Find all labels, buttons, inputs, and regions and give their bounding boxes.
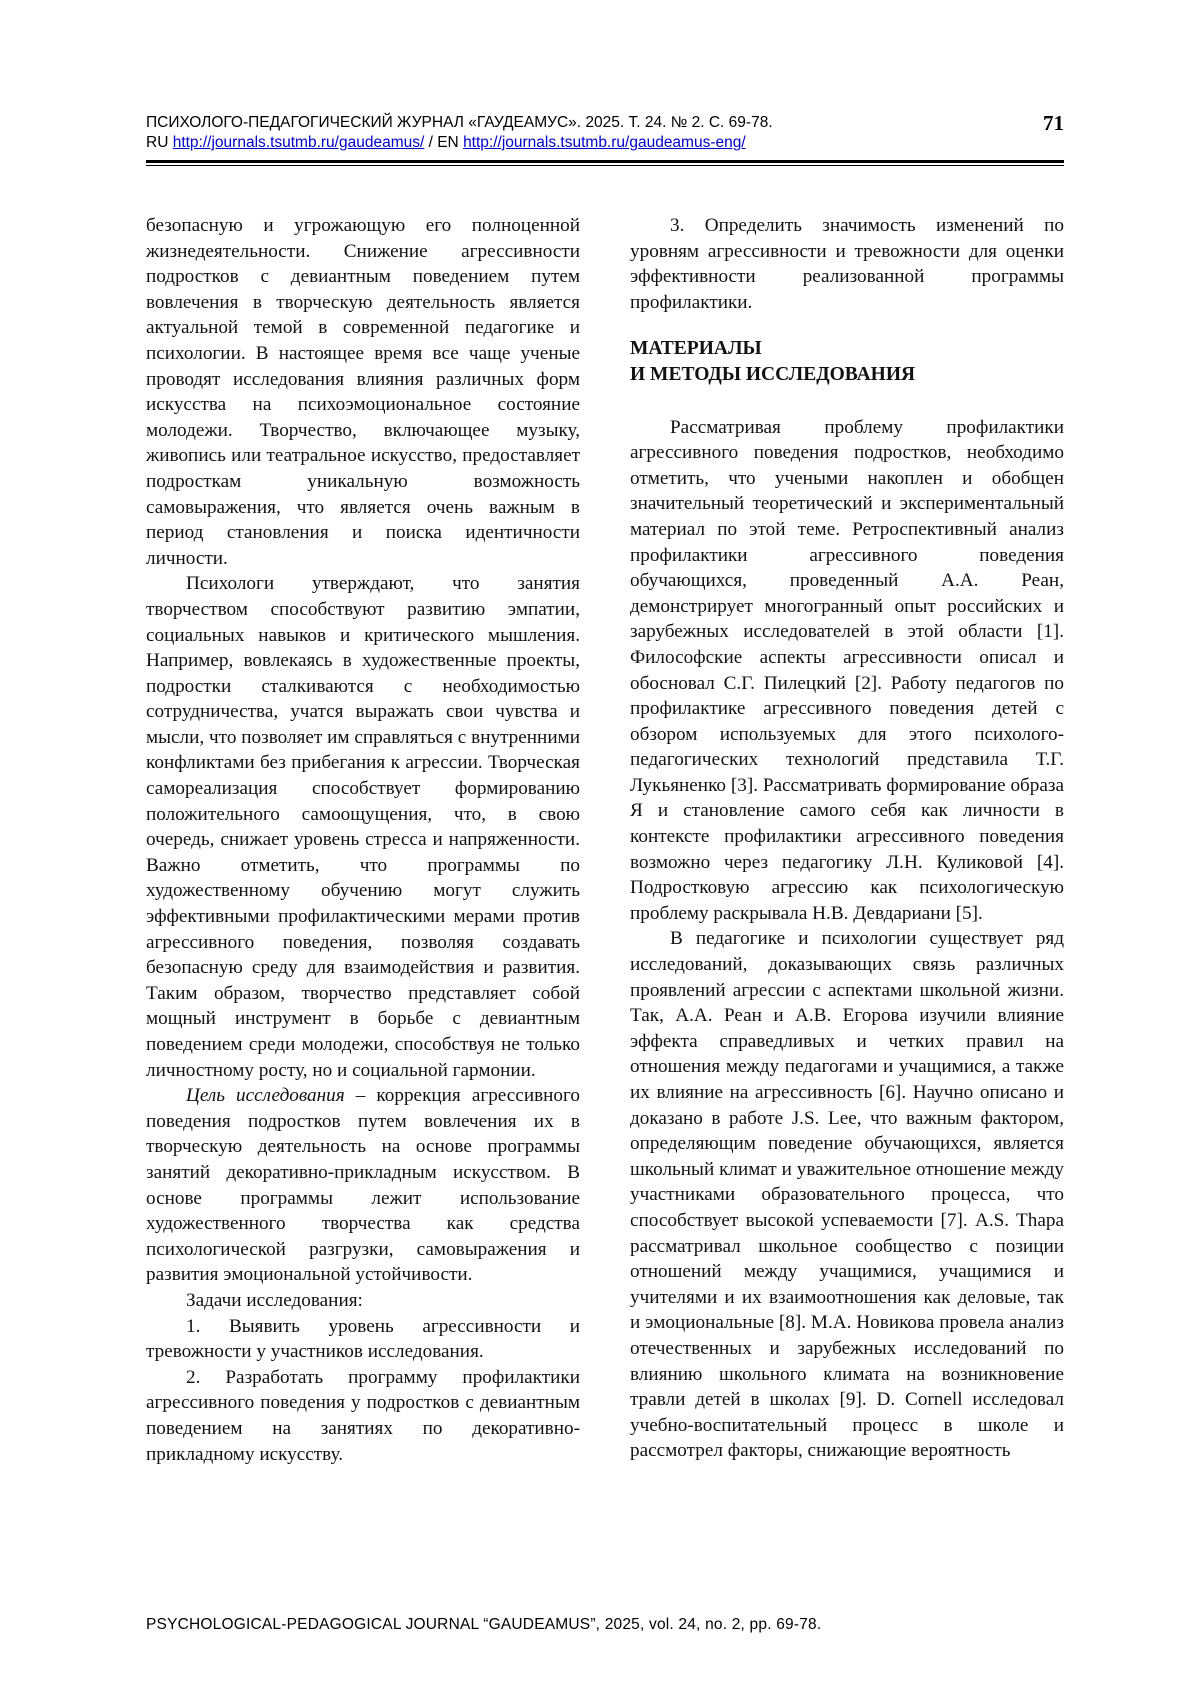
research-aim-paragraph <box>146 1083 580 1288</box>
ru-label: RU <box>146 134 173 151</box>
page-number: 71 <box>1043 111 1064 135</box>
en-journal-link[interactable]: http://journals.tsutmb.ru/gaudeamus-eng/ <box>463 134 746 151</box>
ru-journal-link[interactable]: http://journals.tsutmb.ru/gaudeamus/ <box>172 134 425 151</box>
right-column <box>630 213 1064 1464</box>
journal-title-line: ПСИХОЛОГО-ПЕДАГОГИЧЕСКИЙ ЖУРНАЛ «ГАУДЕАМУС». 2025. Т. 24. № 2. С. 69-78. <box>146 114 773 131</box>
en-separator: / EN <box>424 134 464 151</box>
running-header <box>146 113 1064 153</box>
section-heading-line-2: И МЕТОДЫ ИССЛЕДОВАНИЯ <box>630 363 916 385</box>
body-paragraph: В педагогике и психологии существует ряд исследований, доказывающих связь различных проявлений агрессии с аспектами школьной жизни. Так, А.А. Реан и А.В. Егорова изучили влияние эффекта справедливых и четких правил на отношения между педагогами и учащимися, а также их влияние на агрессивность [6]. Научно описано и доказано в работе J.S. Lee, что важным фактором, определяющим поведение обучающихся, является школьный климат и уважительное отношение между участниками образовательного процесса, что способствует высокой успеваемости [7]. A.S. Thapa рассматривал школьное сообщество с позиции отношений между учащимися, учащимися и учителями и их взаимоотношения как деловые, так и эмоциональные [8]. М.А. Новикова провела анализ отечественных и зарубежных исследований по влиянию школьного климата на возникновение травли детей в школах [9]. D. Cornell исследовал учебно-воспитательный процесс в школе и рассмотрел факторы, снижающие вероятность <box>630 928 1064 1462</box>
left-column <box>146 213 580 1467</box>
section-heading <box>630 336 1064 387</box>
body-paragraph: Психологи утверждают, что занятия творчеством способствуют развитию эмпатии, социальных навыков и критического мышления. Например, вовлекаясь в художественные проекты, подростки сталкиваются с необходимостью сотрудничества, учатся выражать свои чувства и мысли, что позволяет им справляться с внутренними конфликтами без прибегания к агрессии. Творческая самореализация способствует формированию положительного самоощущения, что, в свою очередь, снижает уровень стресса и напряженности. Важно отметить, что программы по художественному обучению могут служить эффективными профилактическими мерами против агрессивного поведения, позволяя создавать безопасную среду для взаимодействия и развития. Таким образом, творчество представляет собой мощный инструмент в борьбе с девиантным поведением среди молодежи, способствуя не только личностному росту, но и социальной гармонии. <box>146 573 580 1081</box>
journal-urls-line <box>146 133 1064 153</box>
tasks-label: Задачи исследования: <box>186 1289 363 1311</box>
section-heading-line-1: МАТЕРИАЛЫ <box>630 338 762 360</box>
header-rule-thick <box>146 160 1064 163</box>
body-paragraph: безопасную и угрожающую его полноценной жизнедеятельности. Снижение агрессивности подростков с девиантным поведением путем вовлечения в творческую деятельность является актуальной темой в современной педагогике и психологии. В настоящее время все чаще ученые проводят исследования влияния различных форм искусства на психоэмоциональное состояние молодежи. Творчество, включающее музыку, живопись или театральное искусство, предоставляет подросткам уникальную возможность самовыражения, что является очень важным в период становления и поиска идентичности личности. <box>146 215 580 569</box>
task-item-3: 3. Определить значимость изменений по уровням агрессивности и тревожности для оценки эффективности реализованной программы профилактики. <box>630 215 1064 313</box>
running-footer: PSYCHOLOGICAL-PEDAGOGICAL JOURNAL “GAUDEAMUS”, 2025, vol. 24, no. 2, pp. 69-78. <box>146 1616 822 1633</box>
task-item-2: 2. Разработать программу профилактики агрессивного поведения у подростков с девиантным поведением на занятиях по декоративно-прикладному искусству. <box>146 1366 580 1465</box>
research-aim-label: Цель исследования <box>186 1085 345 1107</box>
task-item-1: 1. Выявить уровень агрессивности и тревожности у участников исследования. <box>146 1315 580 1363</box>
research-aim-text: – коррекция агрессивного поведения подростков путем вовлечения их в творческую деятельность на основе программы занятий декоративно-прикладным искусством. В основе программы лежит использование художественного творчества как средства психологической разгрузки, самовыражения и развития эмоциональной устойчивости. <box>146 1085 580 1286</box>
body-paragraph: Рассматривая проблему профилактики агрессивного поведения подростков, необходимо отметить, что учеными накоплен и обобщен значительный теоретический и экспериментальный материал по этой теме. Ретроспективный анализ профилактики агрессивного поведения обучающихся, проведенный А.А. Реан, демонстрирует многогранный опыт российских и зарубежных исследователей в этой области [1]. Философские аспекты агрессивности описал и обосновал С.Г. Пилецкий [2]. Работу педагогов по профилактике агрессивного поведения детей с обзором используемых для этого психолого-педагогических технологий представила Т.Г. Лукьяненко [3]. Рассматривать формирование образа Я и становление самого себя как личности в контексте профилактики агрессивного поведения возможно через педагогику Л.Н. Куликовой [4]. Подростковую агрессию как психологическую проблему раскрывала Н.В. Девдариани [5]. <box>630 416 1064 924</box>
header-rule-thin <box>146 165 1064 166</box>
